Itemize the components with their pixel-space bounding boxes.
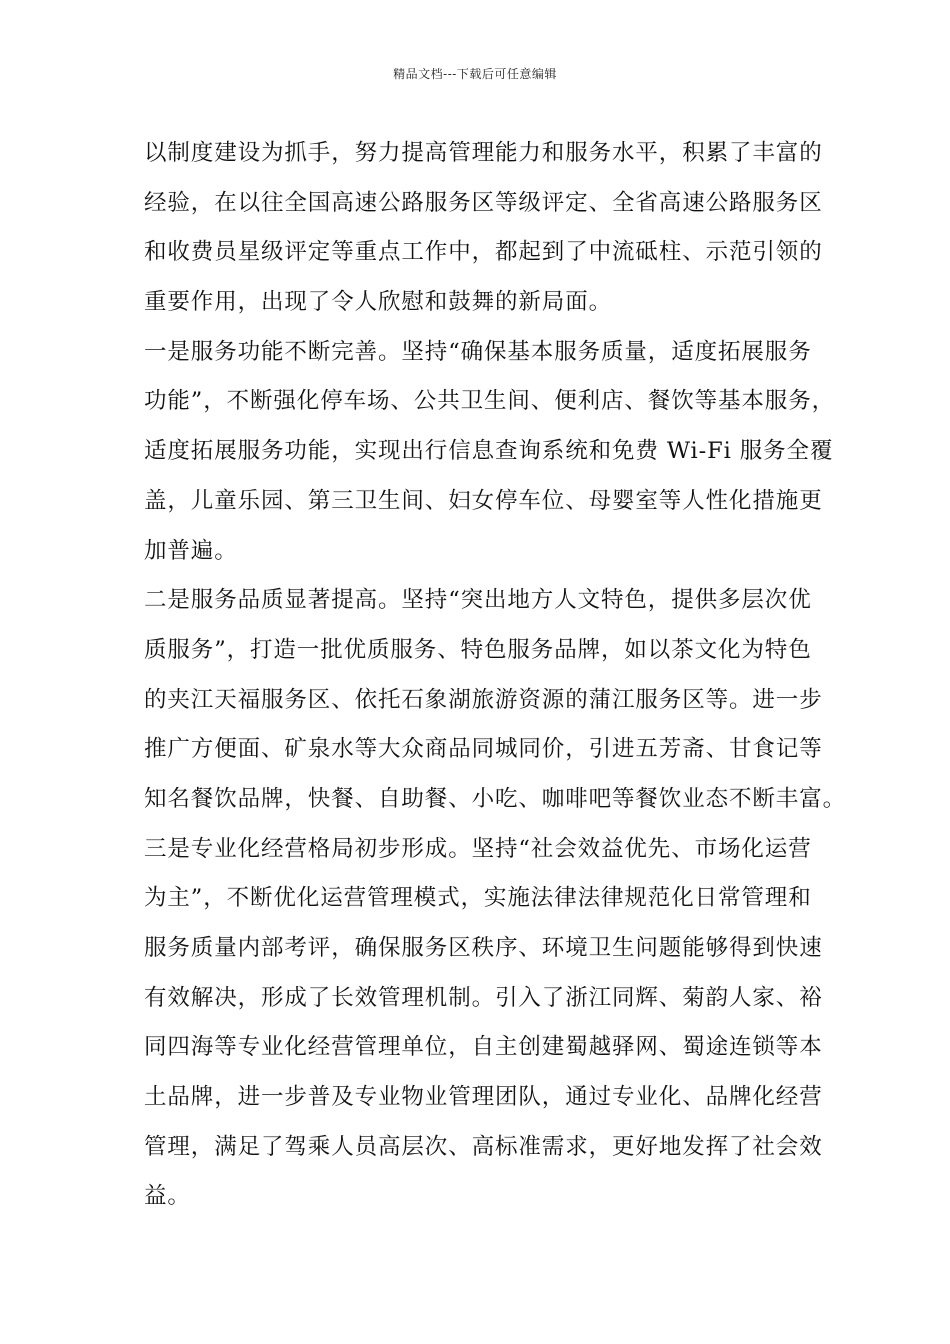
body-line: 一是服务功能不断完善。坚持“确保基本服务质量，适度拓展服务 (144, 338, 812, 365)
body-line: 和收费员星级评定等重点工作中，都起到了中流砥柱、示范引领的 (144, 239, 823, 266)
page-header: 精品文档---下载后可任意编辑 (393, 67, 557, 81)
body-line: 功能”，不断强化停车场、公共卫生间、便利店、餐饮等基本服务， (144, 388, 836, 415)
body-line: 三是专业化经营格局初步形成。坚持“社会效益优先、市场化运营 (144, 835, 812, 862)
body-line: 土品牌，进一步普及专业物业管理团队，通过专业化、品牌化经营 (144, 1084, 823, 1111)
body-line: 推广方便面、矿泉水等大众商品同城同价，引进五芳斋、甘食记等 (144, 736, 823, 763)
body-line: 适度拓展服务功能，实现出行信息查询系统和免费 Wi-Fi 服务全覆 (144, 438, 834, 465)
body-line: 的夹江天福服务区、依托石象湖旅游资源的蒲江服务区等。进一步 (144, 686, 823, 713)
body-line: 盖，儿童乐园、第三卫生间、妇女停车位、母婴室等人性化措施更 (144, 487, 823, 514)
body-line: 重要作用，出现了令人欣慰和鼓舞的新局面。 (144, 289, 613, 316)
document-body (144, 129, 847, 1222)
body-line: 质服务”，打造一批优质服务、特色服务品牌，如以茶文化为特色 (144, 636, 812, 663)
body-line: 经验，在以往全国高速公路服务区等级评定、全省高速公路服务区 (144, 189, 823, 216)
body-line: 为主”，不断优化运营管理模式，实施法律法律规范化日常管理和 (144, 885, 812, 912)
body-line: 以制度建设为抓手，努力提高管理能力和服务水平，积累了丰富的 (144, 140, 823, 166)
body-line: 管理，满足了驾乘人员高层次、高标准需求，更好地发挥了社会效 (144, 1133, 823, 1160)
body-line: 服务质量内部考评，确保服务区秩序、环境卫生问题能够得到快速 (144, 935, 823, 961)
body-line: 有效解决，形成了长效管理机制。引入了浙江同辉、菊韵人家、裕 (144, 984, 823, 1011)
body-line: 同四海等专业化经营管理单位，自主创建蜀越驿网、蜀途连锁等本 (144, 1034, 823, 1061)
body-line: 加普遍。 (144, 537, 238, 564)
body-line: 益。 (144, 1183, 191, 1210)
body-line: 知名餐饮品牌，快餐、自助餐、小吃、咖啡吧等餐饮业态不断丰富。 (144, 785, 847, 812)
body-line: 二是服务品质显著提高。坚持“突出地方人文特色，提供多层次优 (144, 587, 812, 614)
